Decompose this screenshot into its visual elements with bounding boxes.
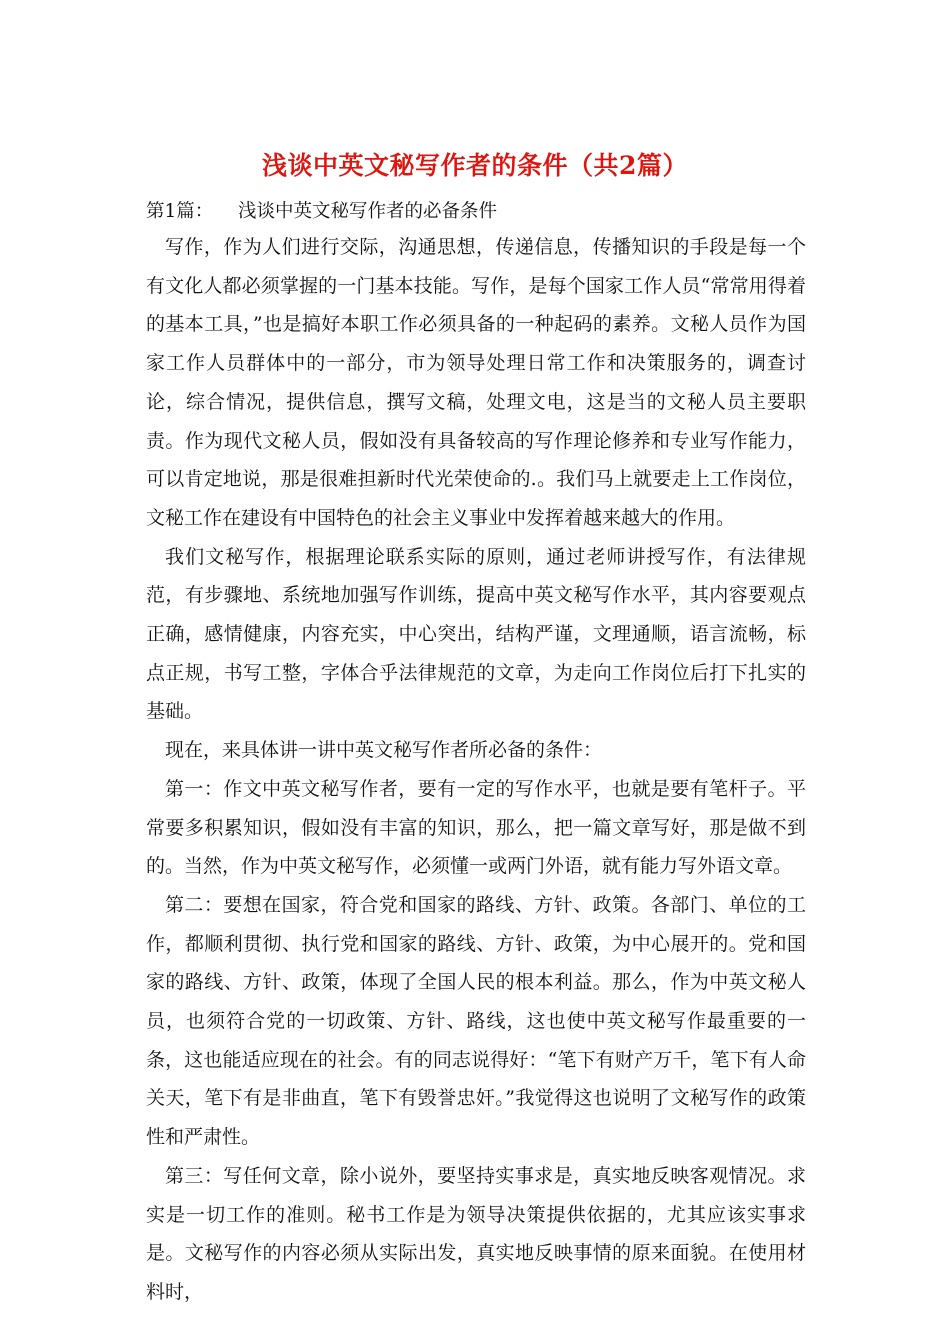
paragraph-4: 第一：作文中英文秘写作者，要有一定的写作水平，也就是要有笔杆子。平常要多积累知识，假如没有丰富的知识，那么，把一篇文章写好，那是做不到的。当然，作为中英文秘写作，必须懂一或两门外语，就有能力写外语文章。 <box>146 777 806 878</box>
chapter-title: 浅谈中英文秘写作者的必备条件 <box>238 201 498 222</box>
paragraph-5: 第二：要想在国家，符合党和国家的路线、方针、政策。各部门、单位的工作，都顺利贯彻、执行党和国家的路线、方针、政策，为中心展开的。党和国家的路线、方针、政策，体现了全国人民的根本利益。那么，作为中英文秘人员，也须符合党的一切政策、方针、路线，这也使中英文秘写作最重要的一条，这也能适应现在的社会。有的同志说得好：“笔下有财产万千，笔下有人命关天，笔下有是非曲直，笔下有毁誉忠奸。”我觉得这也说明了文秘写作的政策性和严肃性。 <box>146 893 806 1149</box>
paragraph-2: 我们文秘写作，根据理论联系实际的原则，通过老师讲授写作，有法律规范，有步骤地、系统地加强写作训练，提高中英文秘写作水平，其内容要观点正确，感情健康，内容充实，中心突出，结构严谨，文理通顺，语言流畅，标点正规，书写工整，字体合乎法律规范的文章，为走向工作岗位后打下扎实的基础。 <box>146 545 806 723</box>
paragraph-1: 写作，作为人们进行交际，沟通思想，传递信息，传播知识的手段是每一个有文化人都必须掌握的一门基本技能。写作，是每个国家工作人员“常常用得着的基本工具，”也是搞好本职工作必须具备的一种起码的素养。文秘人员作为国家工作人员群体中的一部分，市为领导处理日常工作和决策服务的，调查讨论，综合情况，提供信息，撰写文稿，处理文电，这是当的文秘人员主要职责。作为现代文秘人员，假如没有具备较高的写作理论修养和专业写作能力，可以肯定地说，那是很难担新时代光荣使命的.。我们马上就要走上工作岗位，文秘工作在建设有中国特色的社会主义事业中发挥着越来越大的作用。 <box>146 236 806 529</box>
document-title: 浅谈中英文秘写作者的条件（共2篇） <box>262 151 688 180</box>
paragraph-6: 第三：写任何文章，除小说外，要坚持实事求是，真实地反映客观情况。求实是一切工作的准则。秘书工作是为领导决策提供依据的，尤其应该实事求是。文秘写作的内容必须从实际出发，真实地反映事情的原来面貌。在使用材料时， <box>146 1164 806 1303</box>
chapter-label: 第1篇： <box>146 201 214 222</box>
paragraph-3: 现在，来具体讲一讲中英文秘写作者所必备的条件： <box>165 739 603 762</box>
chapter-heading <box>146 198 497 226</box>
document-body <box>146 228 806 1312</box>
